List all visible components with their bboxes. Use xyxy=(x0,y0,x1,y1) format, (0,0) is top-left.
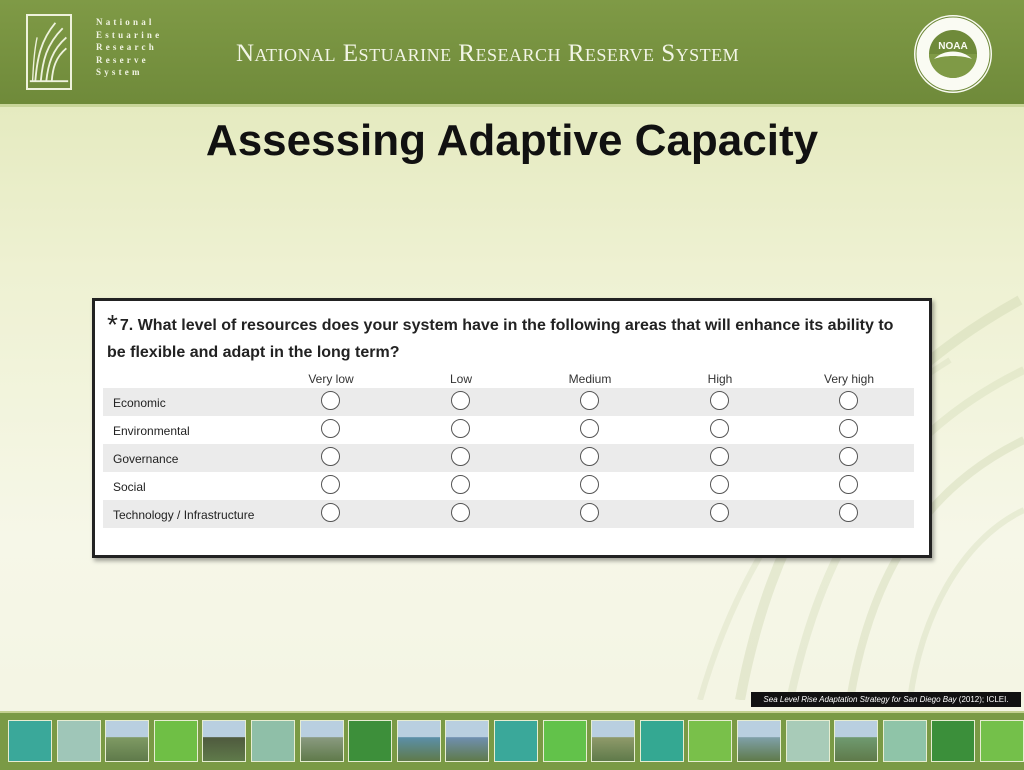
grass-logo-icon xyxy=(28,16,70,88)
survey-row-technology-infrastructure xyxy=(103,500,914,528)
noaa-seal-label: NOAA xyxy=(938,41,968,52)
logo-wordmark xyxy=(96,16,162,79)
noaa-logo-icon xyxy=(914,15,992,93)
footer-photo-tile xyxy=(397,720,441,762)
question-text: 7. What level of resources does your system have in the following areas that will enhance its ability to be flexible and adapt in the long term? xyxy=(107,317,894,361)
footer-photo-tile xyxy=(445,720,489,762)
survey-row-environmental xyxy=(103,416,914,444)
footer-color-tile xyxy=(543,720,587,762)
footer-color-tile xyxy=(57,720,101,762)
survey-row-economic xyxy=(103,388,914,416)
citation-rest: (2012); ICLEI. xyxy=(956,695,1009,704)
footer-photo-tile xyxy=(105,720,149,762)
row-label: Environmental xyxy=(113,424,190,438)
footer-color-tile xyxy=(251,720,295,762)
slide-title: Assessing Adaptive Capacity xyxy=(205,116,819,165)
column-header-very-high: Very high xyxy=(823,372,875,386)
logo-word: Research xyxy=(96,42,157,52)
noaa-seal xyxy=(914,15,992,93)
radio-governance-medium[interactable] xyxy=(580,447,599,466)
row-label: Social xyxy=(113,480,146,494)
required-star: * xyxy=(107,309,118,340)
radio-environmental-medium[interactable] xyxy=(580,419,599,438)
radio-governance-very-high[interactable] xyxy=(839,447,858,466)
row-label: Economic xyxy=(113,396,166,410)
logo-word: Estuarine xyxy=(96,29,163,40)
radio-economic-very-low[interactable] xyxy=(321,391,340,410)
footer-color-tile xyxy=(883,720,927,762)
footer-photo-tile xyxy=(300,720,344,762)
logo-word: Reserve xyxy=(96,54,149,65)
radio-technology-medium[interactable] xyxy=(580,503,599,522)
radio-governance-high[interactable] xyxy=(710,447,729,466)
footer-photo-tile xyxy=(591,720,635,762)
radio-social-very-high[interactable] xyxy=(839,475,858,494)
column-header-very-low: Very low xyxy=(308,372,354,386)
radio-economic-high[interactable] xyxy=(710,391,729,410)
footer-photo-tile xyxy=(202,720,246,762)
radio-economic-low[interactable] xyxy=(451,391,470,410)
footer-color-tile xyxy=(980,720,1024,762)
radio-governance-very-low[interactable] xyxy=(321,447,340,466)
row-label: Technology / Infrastructure xyxy=(113,508,255,522)
radio-technology-high[interactable] xyxy=(710,503,729,522)
footer-color-tile xyxy=(688,720,732,762)
footer-color-tile xyxy=(154,720,198,762)
radio-social-very-low[interactable] xyxy=(321,475,340,494)
survey-question-panel xyxy=(92,298,932,558)
footer-tile-strip xyxy=(0,711,1024,770)
radio-environmental-high[interactable] xyxy=(710,419,729,438)
column-header-low: Low xyxy=(449,372,473,386)
footer-color-tile xyxy=(640,720,684,762)
footer-photo-tile xyxy=(737,720,781,762)
logo-word: System xyxy=(96,67,143,77)
radio-technology-low[interactable] xyxy=(451,503,470,522)
radio-economic-medium[interactable] xyxy=(580,391,599,410)
footer-color-tile xyxy=(494,720,538,762)
survey-row-social xyxy=(103,472,914,500)
logo-word: National xyxy=(96,17,155,27)
footer-color-tile xyxy=(348,720,392,762)
radio-environmental-very-high[interactable] xyxy=(839,419,858,438)
survey-question xyxy=(107,311,907,366)
radio-governance-low[interactable] xyxy=(451,447,470,466)
column-header-high: High xyxy=(707,372,733,386)
radio-social-medium[interactable] xyxy=(580,475,599,494)
footer-color-tile xyxy=(786,720,830,762)
source-citation xyxy=(751,692,1021,707)
citation-title: Sea Level Rise Adaptation Strategy for San Diego Bay xyxy=(763,695,957,704)
footer-color-tile xyxy=(931,720,975,762)
nerr-grass-logo xyxy=(26,14,72,90)
radio-economic-very-high[interactable] xyxy=(839,391,858,410)
radio-social-low[interactable] xyxy=(451,475,470,494)
header-title: National Estuarine Research Reserve System xyxy=(236,40,740,67)
footer-photo-tile xyxy=(834,720,878,762)
survey-row-governance xyxy=(103,444,914,472)
footer-color-tile xyxy=(8,720,52,762)
column-header-medium: Medium xyxy=(568,372,612,386)
radio-technology-very-low[interactable] xyxy=(321,503,340,522)
radio-social-high[interactable] xyxy=(710,475,729,494)
row-label: Governance xyxy=(113,452,179,466)
radio-environmental-very-low[interactable] xyxy=(321,419,340,438)
radio-technology-very-high[interactable] xyxy=(839,503,858,522)
radio-environmental-low[interactable] xyxy=(451,419,470,438)
header-banner xyxy=(0,0,1024,107)
